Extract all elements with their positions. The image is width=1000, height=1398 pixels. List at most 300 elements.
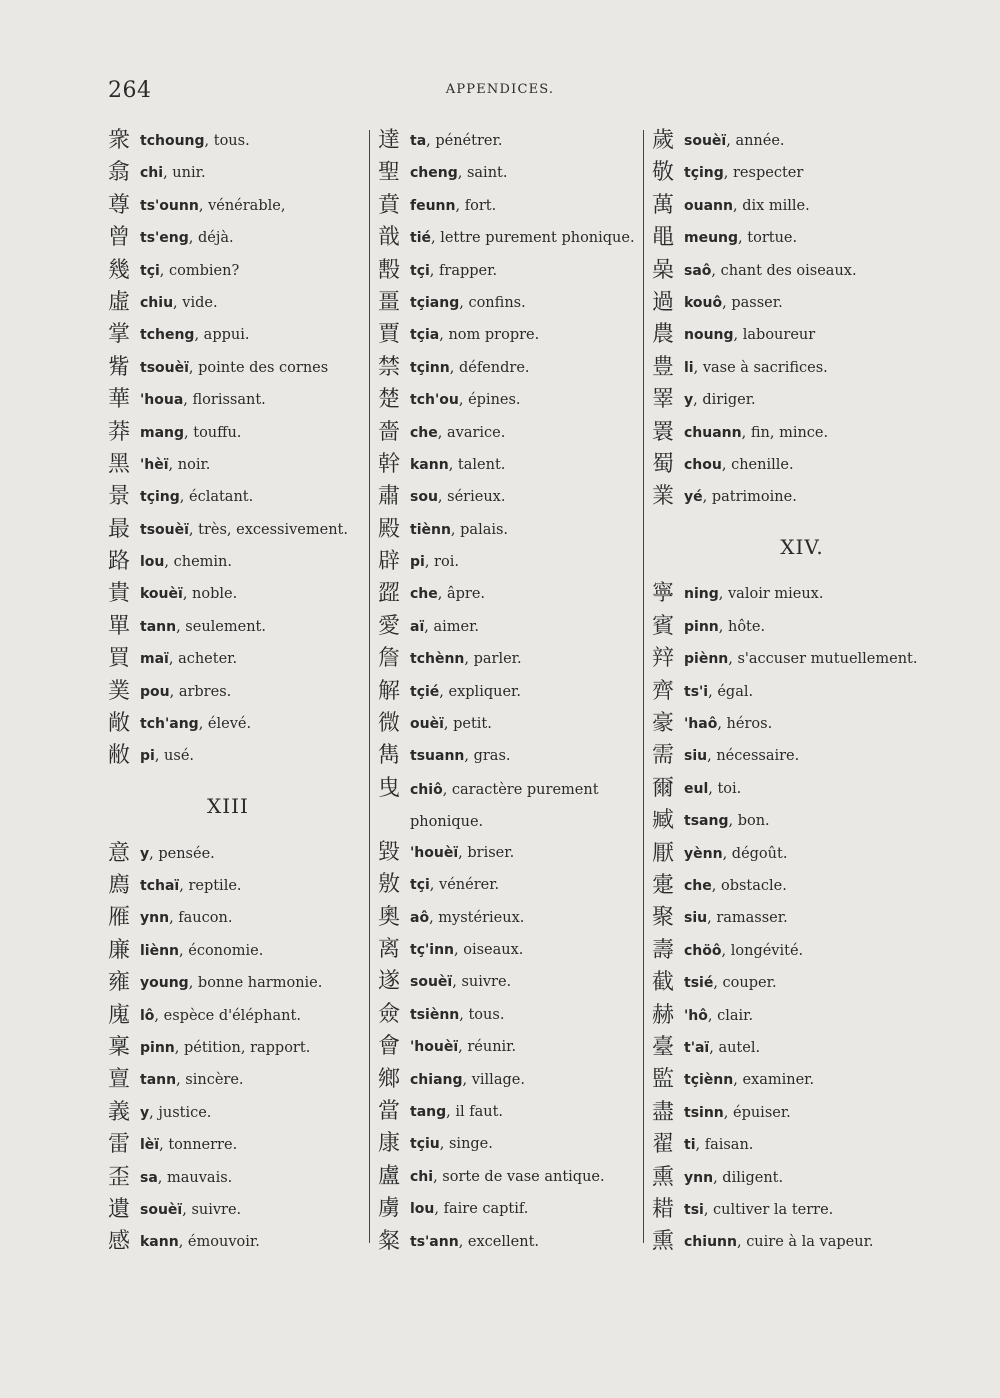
- dictionary-entry: [108, 288, 358, 320]
- definition: passer.: [731, 294, 783, 311]
- romanization: pinn: [140, 1039, 175, 1056]
- entry-text: ta, pénétrer.: [410, 133, 503, 149]
- entry-text: 'houèï, briser.: [410, 844, 515, 861]
- chinese-character: 廉: [108, 937, 131, 963]
- romanization: yé: [684, 489, 703, 506]
- definition: dégoût.: [731, 845, 788, 862]
- dictionary-entry: [108, 1227, 358, 1259]
- chinese-character: 敝: [108, 743, 131, 769]
- definition: économie.: [188, 942, 264, 959]
- entry-text: tchènn, parler.: [410, 651, 522, 668]
- entry-text: tsinn, épuiser.: [684, 1104, 791, 1121]
- section-heading: XIV.: [780, 534, 824, 559]
- chinese-character: 農: [652, 322, 675, 348]
- entry-text: lô, espèce d'éléphant.: [140, 1007, 301, 1024]
- dictionary-entry: [378, 158, 640, 190]
- entry-text: lou, faire captif.: [410, 1201, 529, 1218]
- dictionary-entry: [378, 385, 640, 417]
- definition: il faut.: [455, 1103, 504, 1120]
- definition: seulement.: [185, 618, 266, 635]
- entry-text: pinn, pétition, rapport.: [140, 1039, 311, 1056]
- definition: tortue.: [747, 230, 798, 247]
- entry-text: tsuann, gras.: [410, 748, 511, 765]
- romanization: liènn: [140, 942, 180, 959]
- chinese-character: 臺: [652, 1034, 675, 1060]
- chinese-character: 過: [652, 289, 675, 315]
- definition: talent.: [457, 456, 506, 473]
- dictionary-entry: [378, 256, 640, 288]
- definition: patrimoine.: [711, 489, 797, 506]
- entry-text: tçia, nom propre.: [410, 327, 540, 344]
- dictionary-entry: [378, 1065, 640, 1097]
- chinese-character: 豪: [652, 711, 675, 737]
- romanization: young: [140, 975, 189, 992]
- dictionary-entry: [378, 838, 640, 870]
- dictionary-entry: [108, 968, 358, 1000]
- definition: pétition, rapport.: [183, 1039, 311, 1056]
- dictionary-entry: [108, 547, 358, 579]
- entry-text: yé, patrimoine.: [684, 489, 797, 506]
- dictionary-entry: [652, 1195, 952, 1227]
- dictionary-entry: [378, 223, 640, 255]
- entry-text: y, diriger.: [684, 392, 756, 409]
- romanization: sou: [410, 489, 438, 506]
- definition: vide.: [182, 294, 218, 311]
- definition: singe.: [448, 1136, 493, 1153]
- definition: réunir.: [467, 1039, 517, 1056]
- dictionary-column-2: [378, 126, 640, 1259]
- entry-text: tçi, frapper.: [410, 262, 498, 279]
- definition: dix mille.: [742, 197, 810, 214]
- entry-text: che, âpre.: [410, 586, 486, 603]
- dictionary-column-1: [108, 126, 358, 1260]
- entry-text: aô, mystérieux.: [410, 909, 525, 926]
- dictionary-entry: [378, 482, 640, 514]
- entry-text: ts'eng, déjà.: [140, 230, 234, 247]
- romanization: souèï: [410, 974, 453, 991]
- dictionary-entry: [108, 579, 358, 611]
- romanization: kann: [410, 456, 449, 473]
- dictionary-entry: [108, 418, 358, 450]
- chinese-character: 貴: [108, 581, 131, 607]
- romanization: kouèï: [140, 586, 183, 603]
- entry-text: chiu, vide.: [140, 294, 218, 311]
- dictionary-entry: [108, 158, 358, 190]
- chinese-character: 歲: [652, 128, 675, 153]
- chinese-character: 粲: [378, 1228, 401, 1254]
- entry-text: ynn, diligent.: [684, 1169, 784, 1186]
- entry-text: piènn, s'accuser mutuellement.: [684, 651, 918, 668]
- entry-text: souèï, suivre.: [410, 974, 512, 991]
- column-rule: [643, 130, 644, 1243]
- entry-text: tchaï, reptile.: [140, 878, 242, 894]
- definition: tous.: [213, 133, 250, 149]
- chinese-character: 嗇: [378, 419, 401, 445]
- dictionary-entry: [652, 385, 952, 417]
- chinese-character: 華: [108, 387, 131, 413]
- romanization: ning: [684, 586, 719, 603]
- dictionary-entry: [378, 515, 640, 547]
- definition: arbres.: [178, 683, 232, 700]
- entry-text: yènn, dégoût.: [684, 845, 788, 862]
- chinese-character: 萬: [652, 192, 675, 218]
- entry-text: chiunn, cuire à la vapeur.: [684, 1234, 874, 1251]
- romanization: tsiènn: [410, 1006, 460, 1023]
- entry-text: tçiu, singe.: [410, 1136, 493, 1153]
- entry-text: chiang, village.: [410, 1071, 525, 1088]
- romanization: tchoung: [140, 133, 205, 149]
- dictionary-entry: [108, 320, 358, 352]
- entry-text: pi, usé.: [140, 748, 195, 765]
- dictionary-entry: [378, 677, 640, 709]
- definition: vénérable,: [208, 197, 286, 214]
- definition: obstacle.: [720, 878, 787, 894]
- definition: fin, mince.: [750, 424, 829, 441]
- chinese-character: 敫: [378, 872, 401, 898]
- dictionary-entry: [108, 1163, 358, 1195]
- romanization: maï: [140, 651, 169, 668]
- chinese-character: 康: [378, 1131, 401, 1157]
- chinese-character: 當: [378, 1098, 401, 1124]
- definition: s'accuser mutuellement.: [737, 651, 918, 668]
- romanization: pi: [410, 554, 425, 571]
- dictionary-entry: [108, 385, 358, 417]
- entry-text: siu, ramasser.: [684, 910, 788, 927]
- chinese-character: 耤: [652, 1196, 675, 1222]
- chinese-character: 雁: [108, 905, 131, 931]
- definition: chant des oiseaux.: [720, 262, 857, 279]
- entry-text: 'haô, héros.: [684, 716, 773, 733]
- definition: espèce d'éléphant.: [163, 1007, 301, 1024]
- entry-text: tçi, vénérer.: [410, 877, 500, 894]
- chinese-character: 敬: [652, 160, 675, 186]
- dictionary-entry: [652, 579, 952, 611]
- romanization: chiô: [410, 781, 443, 798]
- romanization: tçi: [410, 877, 430, 894]
- romanization: chiu: [140, 294, 174, 311]
- entry-text: che, avarice.: [410, 424, 506, 441]
- definition: sérieux.: [447, 489, 506, 506]
- romanization: tçiènn: [684, 1072, 734, 1089]
- definition: autel.: [718, 1039, 761, 1056]
- dictionary-entry: [108, 482, 358, 514]
- definition: justice.: [158, 1104, 212, 1121]
- dictionary-entry: [108, 839, 358, 871]
- chinese-character: 路: [108, 549, 131, 575]
- chinese-character: 聚: [652, 905, 675, 931]
- entry-text: sou, sérieux.: [410, 489, 506, 506]
- romanization: ts'i: [684, 683, 709, 700]
- chinese-character: 厭: [652, 840, 675, 866]
- definition: oiseaux.: [463, 941, 524, 958]
- chinese-character: 業: [652, 484, 675, 510]
- entry-text: pi, roi.: [410, 554, 459, 571]
- entry-text: tié, lettre purement phonique.: [410, 230, 635, 247]
- dictionary-entry: [652, 1033, 952, 1065]
- chinese-character: 掌: [108, 322, 131, 348]
- chinese-character: 殿: [378, 516, 401, 542]
- romanization: tchènn: [410, 651, 465, 668]
- chinese-character: 戠: [378, 225, 401, 251]
- dictionary-entry: [378, 1097, 640, 1129]
- romanization: tçiu: [410, 1136, 440, 1153]
- romanization: tçi: [140, 262, 160, 279]
- dictionary-entry: [652, 450, 952, 482]
- romanization: pi: [140, 748, 155, 765]
- dictionary-entry: [652, 903, 952, 935]
- romanization: 'hèï: [140, 456, 169, 473]
- dictionary-entry: [378, 1227, 640, 1259]
- chinese-character: 解: [378, 678, 401, 704]
- romanization: tann: [140, 618, 177, 635]
- entry-text: liènn, économie.: [140, 942, 264, 959]
- entry-text: chuann, fin, mince.: [684, 424, 829, 441]
- definition: bon.: [737, 813, 770, 830]
- entry-text: pinn, hôte.: [684, 618, 766, 635]
- definition: sorte de vase antique.: [442, 1168, 605, 1185]
- definition: égal.: [717, 683, 754, 700]
- definition: vénérer.: [439, 877, 500, 894]
- definition: diriger.: [702, 392, 756, 409]
- entry-text: ts'i, égal.: [684, 683, 754, 700]
- chinese-character: 敞: [108, 711, 131, 737]
- romanization: y: [684, 392, 694, 409]
- chinese-character: 歪: [108, 1164, 131, 1190]
- chinese-character: 賓: [652, 613, 675, 639]
- romanization: ouèï: [410, 716, 444, 733]
- chinese-character: 禁: [378, 354, 401, 380]
- romanization: ta: [410, 133, 427, 149]
- romanization: aô: [410, 909, 430, 926]
- chinese-character: 畺: [378, 289, 401, 315]
- chinese-character: 衆: [108, 128, 131, 153]
- definition: sincère.: [185, 1072, 244, 1089]
- chinese-character: 赫: [652, 1002, 675, 1028]
- dictionary-entry: [652, 612, 952, 644]
- chinese-character: 熏: [652, 1164, 675, 1190]
- romanization: ouann: [684, 197, 733, 214]
- definition: mauvais.: [167, 1169, 233, 1186]
- chinese-character: 莽: [108, 419, 131, 445]
- romanization: tsi: [684, 1201, 704, 1218]
- entry-text: chi, sorte de vase antique.: [410, 1168, 605, 1185]
- romanization: y: [140, 845, 150, 862]
- romanization: chi: [140, 165, 164, 182]
- definition: noble.: [192, 586, 238, 603]
- entry-text: che, obstacle.: [684, 878, 787, 894]
- definition: pensée.: [158, 845, 215, 862]
- definition: suivre.: [461, 974, 512, 991]
- dictionary-entry: [108, 450, 358, 482]
- chinese-character: 菐: [108, 678, 131, 704]
- romanization: lèï: [140, 1137, 160, 1154]
- chinese-character: 离: [378, 936, 401, 962]
- chinese-character: 熏: [652, 1229, 675, 1255]
- definition: chemin.: [173, 554, 232, 571]
- definition: défendre.: [458, 359, 530, 376]
- definition: unir.: [172, 165, 206, 182]
- dictionary-entry: [652, 741, 952, 773]
- romanization: tsié: [684, 975, 714, 992]
- chinese-character: 感: [108, 1229, 131, 1255]
- entry-text: sa, mauvais.: [140, 1169, 233, 1186]
- romanization: kann: [140, 1234, 179, 1251]
- dictionary-entry: [378, 126, 640, 158]
- definition: village.: [471, 1071, 525, 1088]
- dictionary-entry: [108, 1065, 358, 1097]
- chinese-character: 雍: [108, 970, 131, 996]
- romanization: tcheng: [140, 327, 195, 344]
- chinese-character: 虛: [108, 289, 131, 315]
- definition: palais.: [460, 521, 509, 538]
- chinese-character: 黑: [108, 451, 131, 477]
- entry-text: tç'inn, oiseaux.: [410, 941, 524, 958]
- chinese-character: 愛: [378, 613, 401, 639]
- dictionary-entry: [652, 191, 952, 223]
- entry-text: souèï, année.: [684, 133, 785, 149]
- entry-text: ning, valoir mieux.: [684, 586, 824, 603]
- definition: examiner.: [742, 1072, 815, 1089]
- romanization: eul: [684, 780, 709, 797]
- dictionary-entry: [108, 1001, 358, 1033]
- dictionary-entry: [378, 741, 640, 773]
- dictionary-entry: [108, 191, 358, 223]
- definition: saint.: [466, 165, 508, 182]
- running-head: APPENDICES.: [445, 82, 555, 97]
- dictionary-entry: [108, 126, 358, 158]
- chinese-character: 寧: [652, 581, 675, 607]
- chinese-character: 虜: [378, 1196, 401, 1222]
- dictionary-entry: [652, 256, 952, 288]
- dictionary-entry: [652, 353, 952, 385]
- chinese-character: 楚: [378, 387, 401, 413]
- definition: faucon.: [178, 910, 233, 927]
- definition: reptile.: [188, 878, 242, 894]
- romanization: noung: [684, 327, 734, 344]
- romanization: ts'ounn: [140, 197, 199, 214]
- entry-text: tsouèï, très, excessivement.: [140, 521, 348, 538]
- dictionary-entry: [652, 126, 952, 158]
- romanization: 'houa: [140, 392, 184, 409]
- definition: caractère purement phonique.: [410, 781, 599, 830]
- romanization: 'houèï: [410, 844, 459, 861]
- definition: aimer.: [433, 618, 480, 635]
- romanization: tiènn: [410, 521, 451, 538]
- chinese-character: 曾: [108, 225, 131, 251]
- definition: chenille.: [731, 456, 794, 473]
- dictionary-entry: [378, 418, 640, 450]
- entry-text: tçiènn, examiner.: [684, 1072, 815, 1089]
- romanization: meung: [684, 230, 739, 247]
- entry-text: 'hèï, noir.: [140, 456, 211, 473]
- chinese-character: 稟: [108, 1034, 131, 1060]
- chinese-character: 觜: [108, 354, 131, 380]
- entry-text: ynn, faucon.: [140, 910, 233, 927]
- entry-text: tsi, cultiver la terre.: [684, 1201, 834, 1218]
- dictionary-entry: [652, 482, 952, 514]
- romanization: 'houèï: [410, 1039, 459, 1056]
- dictionary-entry: [378, 709, 640, 741]
- romanization: tçiang: [410, 294, 460, 311]
- entry-text: tch'ou, épines.: [410, 392, 521, 409]
- entry-text: tann, seulement.: [140, 618, 266, 635]
- definition: toi.: [717, 780, 742, 797]
- chinese-character: 盡: [652, 1099, 675, 1125]
- entry-text: mang, touffu.: [140, 424, 242, 441]
- definition: faire captif.: [443, 1201, 529, 1218]
- entry-text: tçing, respecter: [684, 165, 804, 182]
- definition: tous.: [468, 1006, 505, 1023]
- dictionary-entry: [108, 677, 358, 709]
- definition: parler.: [473, 651, 522, 668]
- definition: hôte.: [727, 618, 766, 635]
- chinese-character: 毀: [378, 839, 401, 865]
- dictionary-entry: [378, 288, 640, 320]
- chinese-character: 奧: [378, 904, 401, 930]
- dictionary-entry: [378, 320, 640, 352]
- definition: diligent.: [722, 1169, 784, 1186]
- definition: suivre.: [191, 1201, 242, 1218]
- definition: cultiver la terre.: [713, 1201, 834, 1218]
- chinese-character: 賁: [378, 192, 401, 218]
- dictionary-entry: [652, 677, 952, 709]
- definition: année.: [735, 133, 785, 149]
- chinese-character: 僉: [378, 1001, 401, 1027]
- dictionary-entry: [108, 741, 358, 773]
- chinese-character: 聖: [378, 160, 401, 186]
- romanization: sa: [140, 1169, 158, 1186]
- romanization: che: [684, 878, 712, 894]
- dictionary-entry: [652, 936, 952, 968]
- dictionary-entry: [378, 547, 640, 579]
- entry-text: ouèï, petit.: [410, 716, 492, 733]
- romanization: tçi: [410, 262, 430, 279]
- definition: roi.: [434, 554, 459, 571]
- dictionary-entry: [108, 1098, 358, 1130]
- entry-text: tann, sincère.: [140, 1072, 244, 1089]
- dictionary-entry: [652, 871, 952, 903]
- dictionary-entry: [378, 1032, 640, 1064]
- romanization: tch'ang: [140, 716, 199, 733]
- dictionary-entry: [108, 709, 358, 741]
- entry-text: aï, aimer.: [410, 618, 480, 635]
- entry-text: ti, faisan.: [684, 1137, 754, 1154]
- romanization: chiunn: [684, 1234, 737, 1251]
- definition: clair.: [717, 1007, 754, 1024]
- romanization: pou: [140, 683, 170, 700]
- chinese-character: 歰: [378, 581, 401, 607]
- entry-text: chi, unir.: [140, 165, 206, 182]
- romanization: ynn: [140, 910, 170, 927]
- definition: âpre.: [446, 586, 486, 603]
- chinese-character: 瞏: [652, 419, 675, 445]
- romanization: tçinn: [410, 359, 450, 376]
- chinese-character: 監: [652, 1067, 675, 1093]
- romanization: che: [410, 424, 438, 441]
- dictionary-entry: [652, 223, 952, 255]
- dictionary-entry: [378, 191, 640, 223]
- chinese-character: 需: [652, 743, 675, 769]
- dictionary-entry: [108, 353, 358, 385]
- romanization: aï: [410, 618, 425, 635]
- entry-text: tçié, expliquer.: [410, 683, 521, 700]
- entry-text: 'hô, clair.: [684, 1007, 754, 1024]
- dictionary-entry: [652, 1227, 952, 1259]
- definition: gras.: [473, 748, 511, 765]
- chinese-character: 壽: [652, 937, 675, 963]
- dictionary-entry: [652, 1098, 952, 1130]
- romanization: ts'ann: [410, 1233, 459, 1250]
